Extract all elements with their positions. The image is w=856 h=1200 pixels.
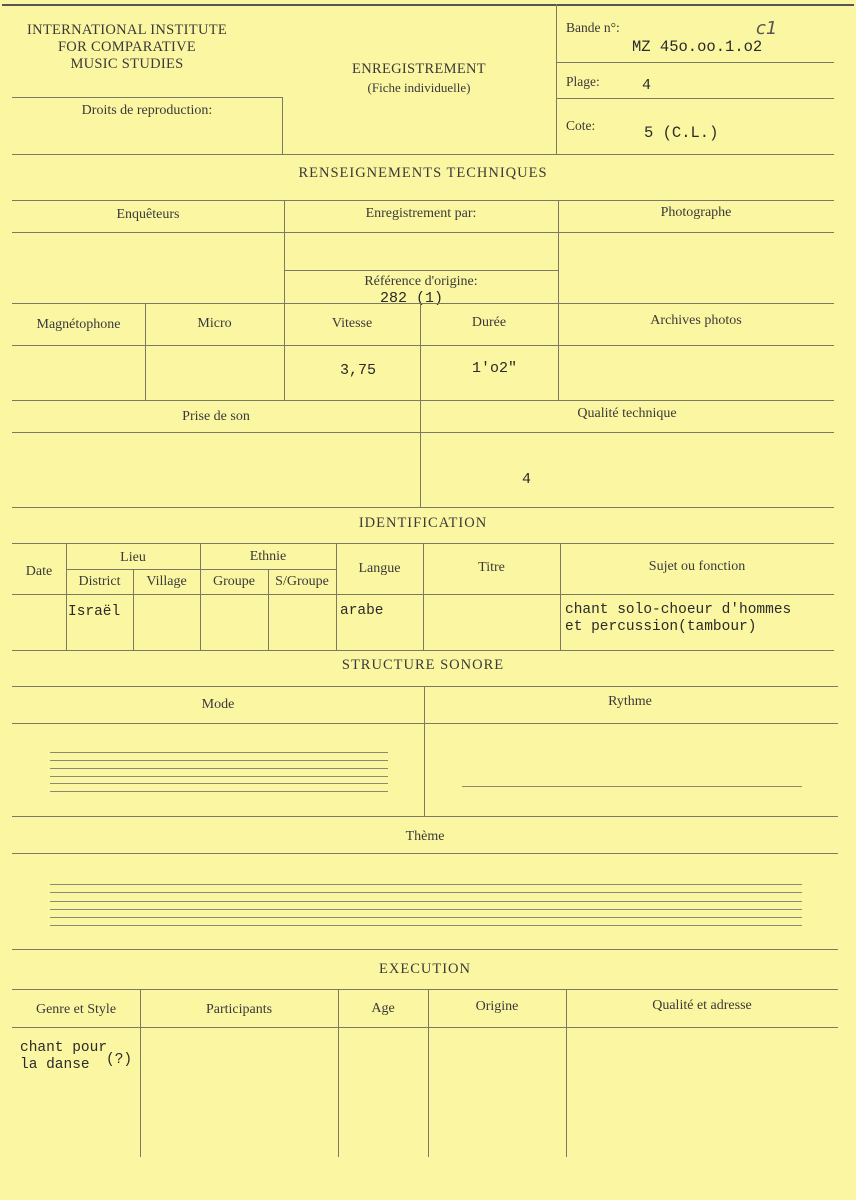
form-rule-line xyxy=(12,400,834,401)
plage-value: 4 xyxy=(642,77,652,94)
age-label: Age xyxy=(371,1001,395,1016)
origine-label: Origine xyxy=(475,999,519,1014)
form-rule-line xyxy=(66,569,336,570)
form-rule-line xyxy=(566,989,567,1157)
section-execution-title: EXECUTION xyxy=(379,961,471,977)
form-rule-line xyxy=(12,200,834,201)
form-rule-line xyxy=(50,901,802,902)
qualite-technique-label: Qualité technique xyxy=(577,406,677,421)
village-label: Village xyxy=(146,574,187,589)
ethnie-label: Ethnie xyxy=(249,549,287,564)
form-rule-line xyxy=(556,62,834,63)
groupe-label: Groupe xyxy=(213,574,255,589)
form-rule-line xyxy=(50,760,388,761)
form-rule-line xyxy=(462,786,802,787)
micro-label: Micro xyxy=(197,316,232,331)
bande-value: MZ 45o.oo.1.o2 xyxy=(632,38,763,56)
form-rule-line xyxy=(12,507,834,508)
form-rule-line xyxy=(12,432,834,433)
date-label: Date xyxy=(25,564,53,579)
institute-line-3: MUSIC STUDIES xyxy=(70,56,184,72)
form-rule-line xyxy=(12,97,282,98)
form-rule-line xyxy=(50,909,802,910)
reference-origine-value: 282 (1) xyxy=(380,290,444,307)
duree-value: 1'o2" xyxy=(472,360,518,377)
genre-style-label: Genre et Style xyxy=(35,1002,117,1017)
form-rule-line xyxy=(12,686,838,687)
rythme-label: Rythme xyxy=(608,694,652,709)
form-rule-line xyxy=(50,783,388,784)
institute-line-1: INTERNATIONAL INSTITUTE xyxy=(26,22,228,38)
bande-label: Bande n°: xyxy=(566,20,620,35)
magnetophone-label: Magnétophone xyxy=(36,317,121,332)
duree-label: Durée xyxy=(471,315,507,330)
mode-label: Mode xyxy=(201,697,235,712)
prise-de-son-label: Prise de son xyxy=(182,409,250,424)
genre-value-note: (?) xyxy=(106,1052,133,1068)
qualite-adresse-label: Qualité et adresse xyxy=(652,998,752,1013)
card-top-edge xyxy=(2,4,854,6)
theme-label: Thème xyxy=(405,829,445,844)
form-rule-line xyxy=(556,4,557,154)
page-subtitle: (Fiche individuelle) xyxy=(367,80,471,95)
archives-photos-label: Archives photos xyxy=(650,313,742,328)
district-label: District xyxy=(78,574,121,589)
institute-name xyxy=(0,22,254,73)
form-rule-line xyxy=(336,543,337,650)
section-identification-title: IDENTIFICATION xyxy=(358,515,488,531)
lieu-label: Lieu xyxy=(120,550,146,565)
cote-value: 5 (C.L.) xyxy=(644,124,719,142)
form-rule-line xyxy=(12,853,838,854)
titre-label: Titre xyxy=(478,560,505,575)
sujet-value-line-1: chant solo-choeur d'hommes xyxy=(565,602,792,618)
plage-label: Plage: xyxy=(566,74,600,89)
sujet-fonction-label: Sujet ou fonction xyxy=(648,559,746,574)
genre-value-line-1: chant pour xyxy=(20,1040,108,1056)
genre-value-line-2: la danse xyxy=(20,1057,90,1073)
langue-value: arabe xyxy=(340,603,384,619)
form-rule-line xyxy=(12,949,838,950)
reference-origine-label: Référence d'origine: xyxy=(364,274,478,289)
enregistrement-par-label: Enregistrement par: xyxy=(365,206,477,221)
form-rule-line xyxy=(284,270,558,271)
form-rule-line xyxy=(50,752,388,753)
form-rule-line xyxy=(50,791,388,792)
photographe-label: Photographe xyxy=(660,205,732,220)
enqueteurs-label: Enquêteurs xyxy=(116,207,180,222)
form-rule-line xyxy=(12,723,838,724)
form-rule-line xyxy=(12,345,834,346)
form-rule-line xyxy=(12,989,838,990)
form-rule-line xyxy=(12,232,834,233)
form-rule-line xyxy=(12,1027,838,1028)
form-rule-line xyxy=(12,650,834,651)
form-rule-line xyxy=(556,98,834,99)
form-rule-line xyxy=(50,917,802,918)
form-rule-line xyxy=(12,816,838,817)
sgroupe-label: S/Groupe xyxy=(275,574,329,589)
bande-handwritten-mark: c1 xyxy=(756,18,778,39)
section-structure-title: STRUCTURE SONORE xyxy=(341,657,505,673)
form-rule-line xyxy=(50,768,388,769)
participants-label: Participants xyxy=(205,1002,273,1017)
langue-label: Langue xyxy=(358,561,401,576)
form-rule-line xyxy=(420,303,421,507)
district-value: Israël xyxy=(68,604,121,620)
form-rule-line xyxy=(12,303,834,304)
section-techniques-title: RENSEIGNEMENTS TECHNIQUES xyxy=(298,165,548,181)
rights-label: Droits de reproduction: xyxy=(81,103,213,118)
form-rule-line xyxy=(12,594,834,595)
vitesse-label: Vitesse xyxy=(331,316,373,331)
form-rule-line xyxy=(50,776,388,777)
sujet-value-line-2: et percussion(tambour) xyxy=(565,619,757,635)
form-rule-line xyxy=(50,884,802,885)
page-title: ENREGISTREMENT xyxy=(352,61,486,77)
institute-line-2: FOR COMPARATIVE xyxy=(57,39,197,55)
form-rule-line xyxy=(50,892,802,893)
form-rule-line xyxy=(50,925,802,926)
form-rule-line xyxy=(12,154,834,155)
form-rule-line xyxy=(282,97,283,154)
form-rule-line xyxy=(558,200,559,400)
vitesse-value: 3,75 xyxy=(340,362,377,379)
qualite-technique-value: 4 xyxy=(522,471,532,488)
cote-label: Cote: xyxy=(566,118,596,133)
